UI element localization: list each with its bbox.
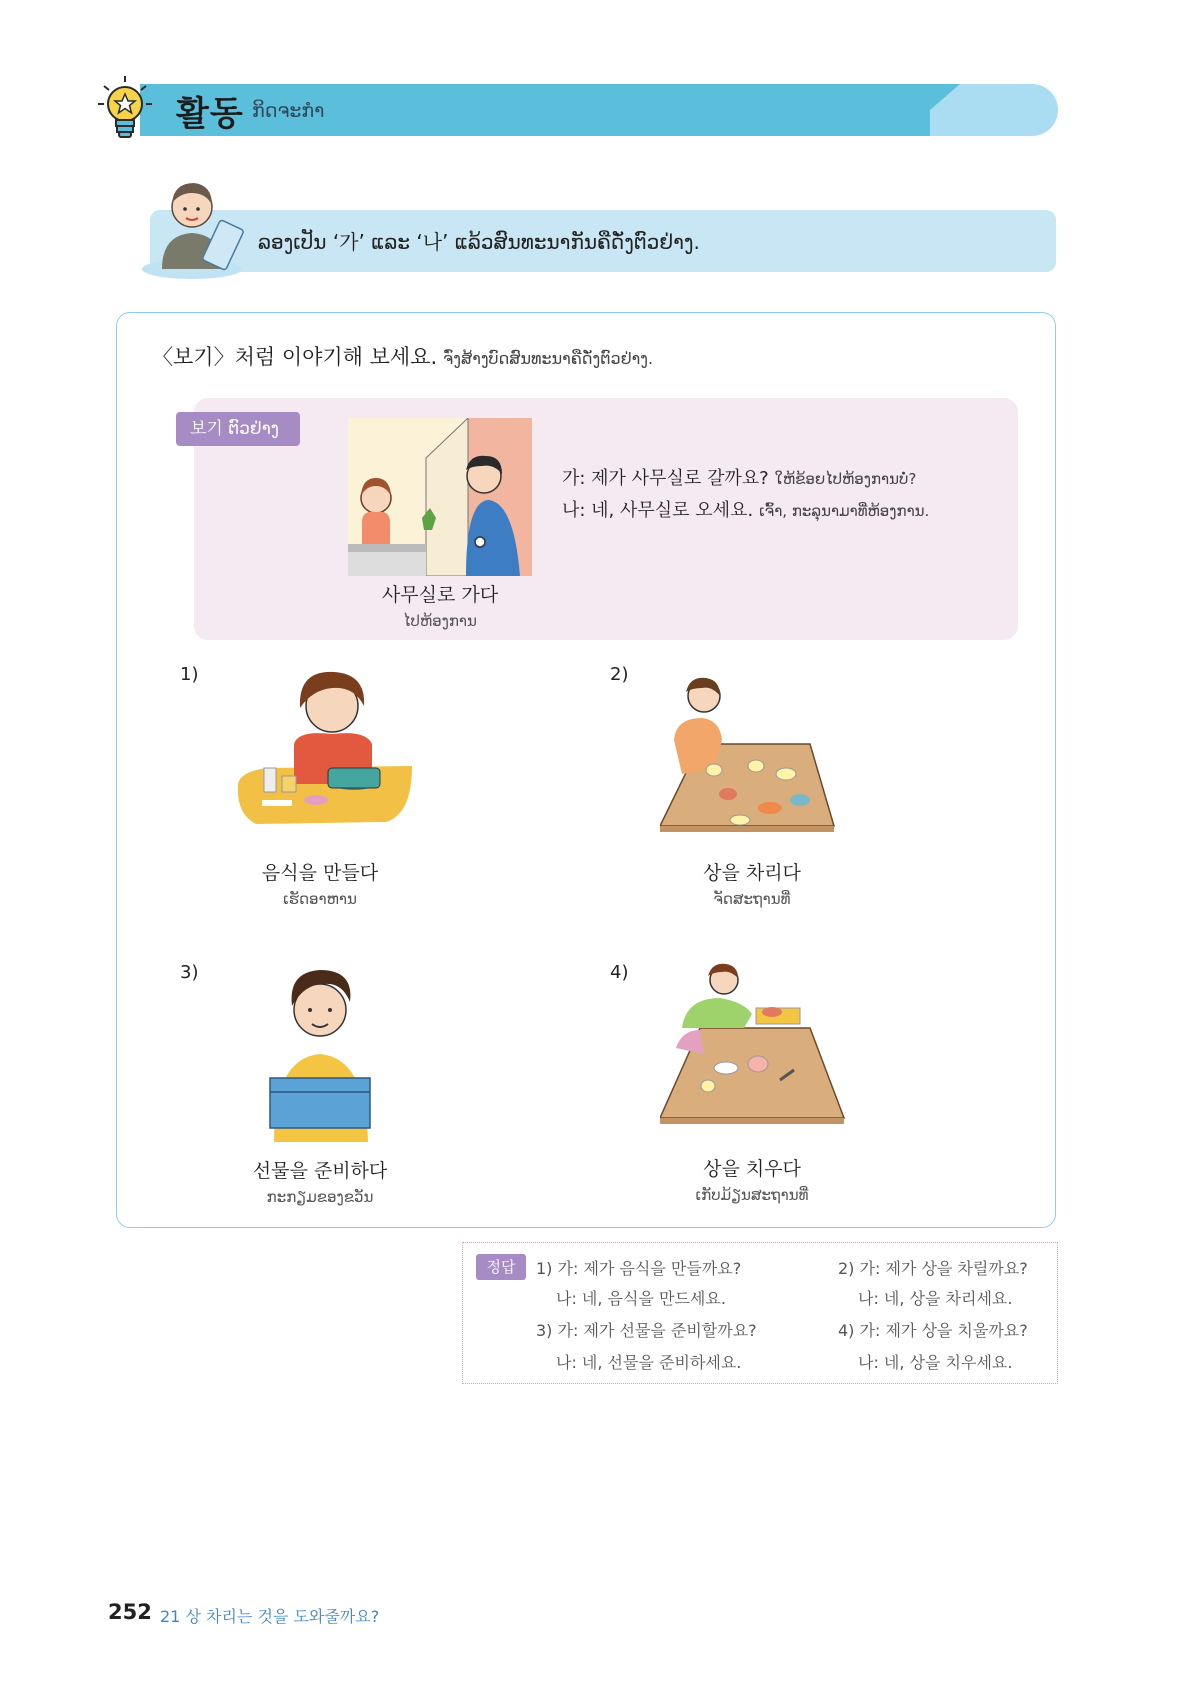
item-1-caption-lao: ເຮັດອາຫານ: [283, 890, 357, 908]
example-caption: 사무실로 가다: [381, 584, 499, 606]
page-number: 252: [108, 1600, 152, 1624]
teacher-illustration: [140, 165, 250, 281]
item-3-number: 3): [180, 962, 199, 983]
example-caption-lao: ໄປຫ້ອງການ: [403, 612, 477, 630]
prompt-korean: 〈보기〉처럼 이야기해 보세요.: [152, 345, 438, 369]
setting-table-illustration: [660, 670, 836, 846]
chapter-title: 21 상 차리는 것을 도와줄까요?: [160, 1607, 380, 1626]
item-4-caption: 상을 치우다: [703, 1158, 801, 1180]
clearing-table-illustration: [660, 958, 846, 1140]
item-4-caption-lao: ເກັບມ້ຽນສະຖານທີ່: [695, 1186, 809, 1204]
dialogue-lao: ເຈົ້າ, ກະລຸນາມາທີ່ຫ້ອງການ.: [759, 502, 930, 520]
lightbulb-star-icon: [96, 74, 154, 142]
answer-3-reply: 나: 네, 선물을 준비하세요.: [556, 1353, 742, 1372]
item-1-caption: 음식을 만들다: [261, 862, 379, 884]
instruction-text: ລອງເປັນ ‘가’ ແລະ ‘나’ ແລ້ວສົນທະນາກັນຄືດັ່ງຕົວຢ່າງ.: [258, 230, 700, 254]
answer-badge: 정답: [476, 1254, 526, 1280]
example-dialogue-line-2: [562, 496, 929, 522]
item-2-number: 2): [610, 664, 629, 685]
answer-4-question: 4) 가: 제가 상을 치울까요?: [838, 1321, 1028, 1340]
answer-3-question: 3) 가: 제가 선물을 준비할까요?: [536, 1321, 757, 1340]
item-2-caption: 상을 차리다: [703, 862, 801, 884]
item-3-caption: 선물을 준비하다: [252, 1160, 388, 1182]
answer-4-reply: 나: 네, 상을 치우세요.: [858, 1353, 1013, 1372]
example-badge: 보기 ຕົວຢ່າງ: [176, 412, 300, 446]
preparing-gift-illustration: [264, 962, 376, 1142]
answer-2-question: 2) 가: 제가 상을 차릴까요?: [838, 1259, 1028, 1278]
example-dialogue-line-1: [562, 464, 916, 490]
activity-subtitle: ກິດຈະກຳ: [252, 100, 325, 122]
dialogue-korean: 가: 제가 사무실로 갈까요?: [562, 468, 769, 489]
answer-1-question: 1) 가: 제가 음식을 만들까요?: [536, 1259, 742, 1278]
item-1-number: 1): [180, 664, 199, 685]
item-2-caption-lao: ຈັດສະຖານທີ່: [713, 890, 791, 908]
item-4-number: 4): [610, 962, 629, 983]
activity-title: 활동: [176, 94, 244, 134]
exercise-prompt: [152, 341, 653, 371]
prompt-lao: ຈົ່ງສ້າງບົດສົນທະນາຄືດັ່ງຕົວຢ່າງ.: [443, 349, 654, 368]
item-3-caption-lao: ກະກຽມຂອງຂວັນ: [266, 1188, 374, 1206]
answer-2-reply: 나: 네, 상을 차리세요.: [858, 1289, 1013, 1308]
dialogue-korean: 나: 네, 사무실로 오세요.: [562, 500, 754, 521]
answer-1-reply: 나: 네, 음식을 만드세요.: [556, 1289, 726, 1308]
cooking-illustration: [236, 664, 412, 834]
office-door-illustration: [348, 418, 532, 576]
dialogue-lao: ໃຫ້ຂ້ອຍໄປຫ້ອງການບໍ່?: [774, 470, 917, 488]
